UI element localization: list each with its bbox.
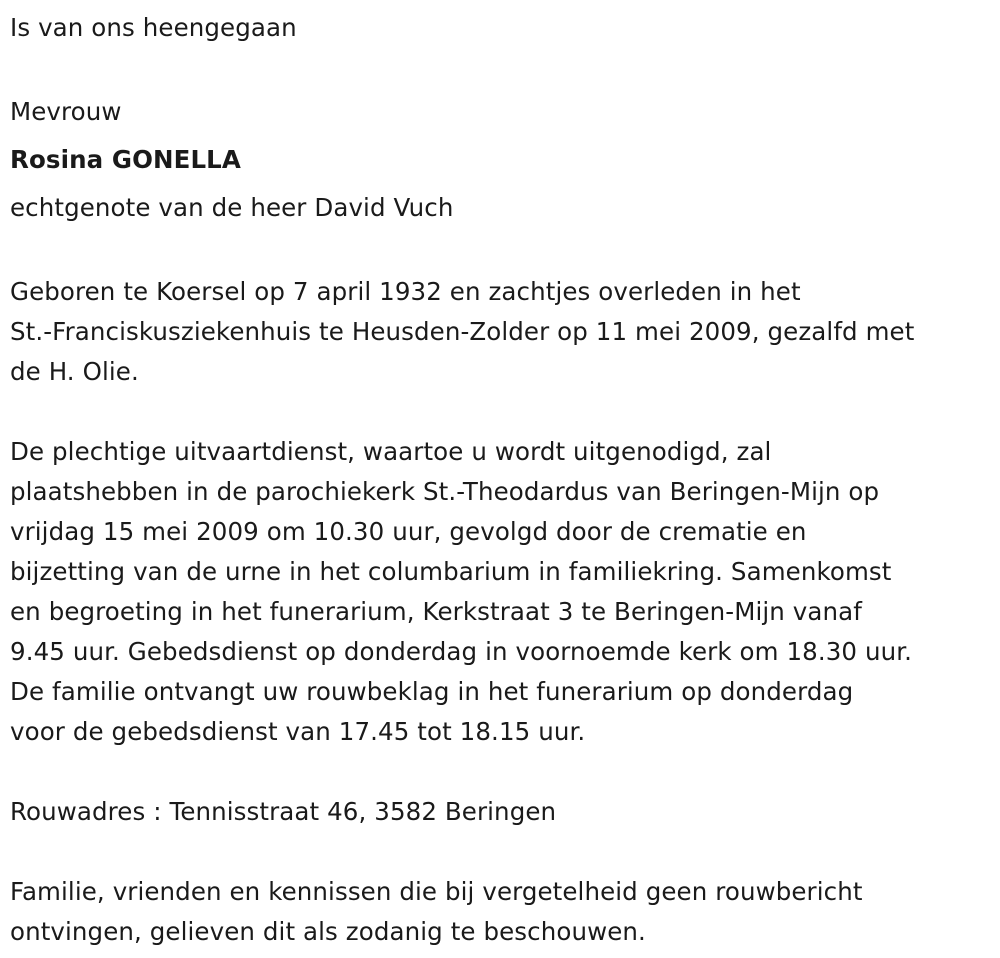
service-paragraph bbox=[10, 432, 990, 752]
intro-text: Is van ons heengegaan bbox=[10, 13, 297, 42]
paragraph-line: plaatshebben in de parochiekerk St.-Theodardus van Beringen-Mijn op bbox=[10, 477, 880, 506]
paragraph-line: de H. Olie. bbox=[10, 357, 139, 386]
paragraph-line: St.-Franciskusziekenhuis te Heusden-Zolder op 11 mei 2009, gezalfd met bbox=[10, 317, 915, 346]
paragraph-line: De familie ontvangt uw rouwbeklag in het funerarium op donderdag bbox=[10, 677, 854, 706]
paragraph-line: vrijdag 15 mei 2009 om 10.30 uur, gevolgd door de crematie en bbox=[10, 517, 807, 546]
spacer bbox=[10, 232, 990, 272]
paragraph-line: 9.45 uur. Gebedsdienst op donderdag in voornoemde kerk om 18.30 uur. bbox=[10, 637, 913, 666]
spacer bbox=[10, 752, 990, 792]
paragraph-line: Familie, vrienden en kennissen die bij vergetelheid geen rouwbericht bbox=[10, 877, 863, 906]
mourning-address: Rouwadres : Tennisstraat 46, 3582 Beringen bbox=[10, 797, 557, 826]
spouse-line: echtgenote van de heer David Vuch bbox=[10, 193, 454, 222]
paragraph-line: De plechtige uitvaartdienst, waartoe u wordt uitgenodigd, zal bbox=[10, 437, 772, 466]
paragraph-line: Geboren te Koersel op 7 april 1932 en zachtjes overleden in het bbox=[10, 277, 801, 306]
spacer bbox=[10, 392, 990, 432]
spacer bbox=[10, 832, 990, 872]
paragraph-line: bijzetting van de urne in het columbarium in familiekring. Samenkomst bbox=[10, 557, 892, 586]
salutation: Mevrouw bbox=[10, 97, 122, 126]
name-block bbox=[10, 88, 990, 232]
paragraph-line: voor de gebedsdienst van 17.45 tot 18.15 uur. bbox=[10, 717, 586, 746]
deceased-name: Rosina GONELLA bbox=[10, 145, 241, 174]
paragraph-line: en begroeting in het funerarium, Kerkstraat 3 te Beringen-Mijn vanaf bbox=[10, 597, 862, 626]
spacer bbox=[10, 48, 990, 88]
paragraph-line: ontvingen, gelieven dit als zodanig te beschouwen. bbox=[10, 917, 646, 946]
birth-paragraph bbox=[10, 272, 990, 392]
closing-paragraph bbox=[10, 872, 990, 952]
